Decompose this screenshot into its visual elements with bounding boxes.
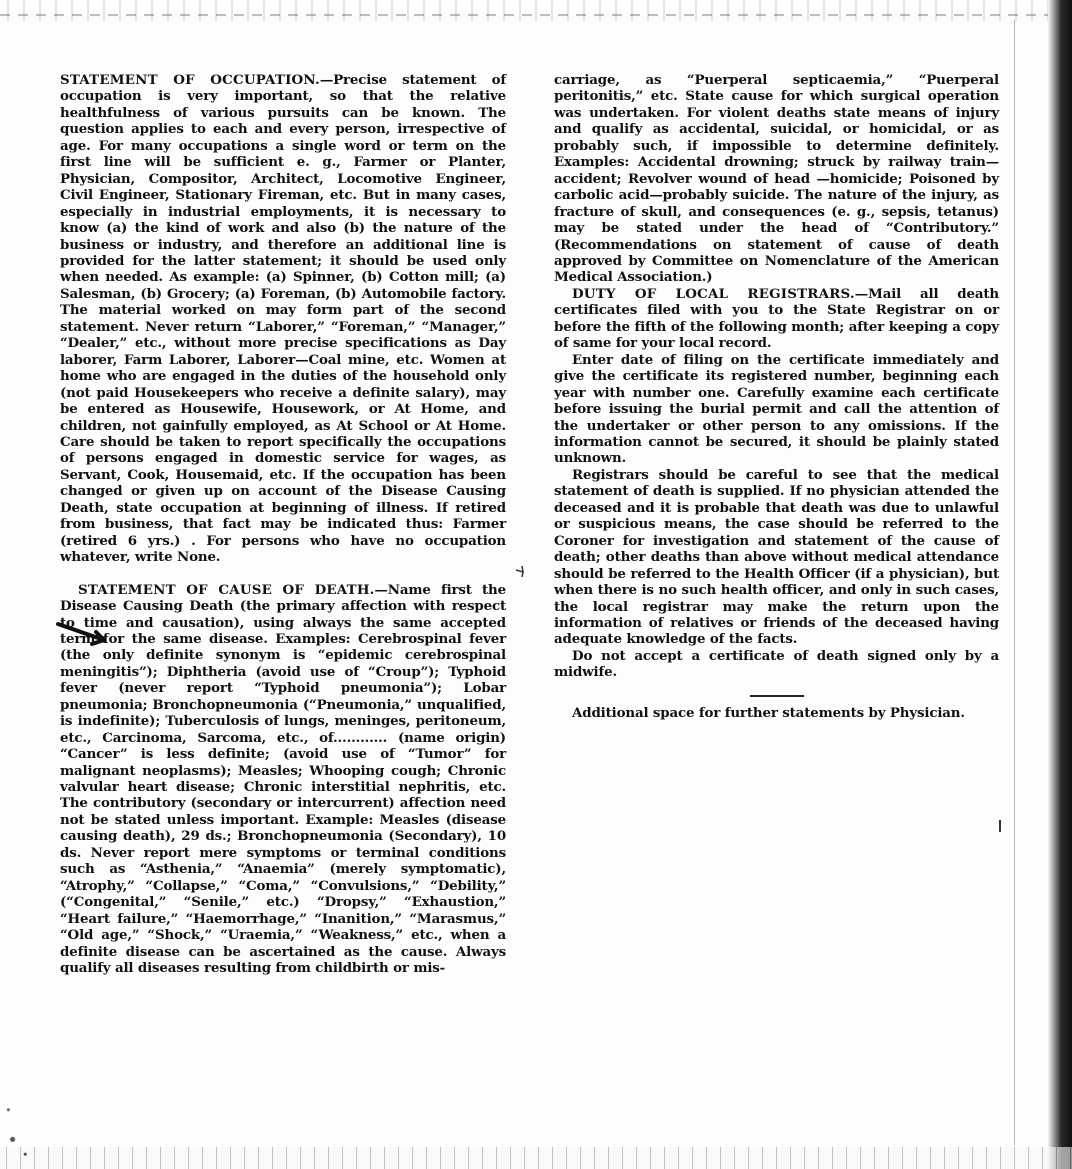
registrars-body: —Mail all death certificates filed with you to the State Registrar on or before the fifth of the following month; after keeping a copy of same for your local record. (554, 285, 1000, 352)
scan-edge-bottom (0, 1147, 1072, 1169)
cause-body: —Name first the Disease Causing Death (the primary affection with respect to time and causation), using always the same accepted term for the same disease. Examples: Cerebrospinal fever (the only definite synonym is “epidemic cerebrospinal meningitis”); Diphtheria (avoid use of “Croup”); Typhoid fever (never report “Typhoid pneumonia”); Lobar pneumonia; Bronchopneumonia (“Pneumonia,” unqualified, is indefinite); Tuberculosis of lungs, meninges, peritoneum, etc., Carcinoma, Sarcoma, etc., of............ (name origin) “Cancer” is less definite; (avoid use of “Tumor” for malignant neoplasms); Measles; Whooping cough; Chronic valvular heart disease; Chronic interstitial nephritis, etc. The contributory (secondary or intercurrent) affection need not be stated unless important. Example: Measles (disease causing death), 29 ds.; Bronchopneumonia (Secondary), 10 ds. Never report mere symptoms or terminal conditions such as “Asthenia,” “Anaemia” (merely symptomatic), “Atrophy,” “Collapse,” “Coma,” “Convulsions,” “Debility,” (“Congenital,” “Senile,” etc.) “Dropsy,” “Exhaustion,” “Heart failure,” “Haemorrhage,” “Inanition,” “Marasmus,” “Old age,” “Shock,” “Uraemia,” “Weakness,” etc., when a definite disease can be ascertained as the cause. Always qualify all diseases resulting from childbirth or mis- (60, 581, 506, 977)
left-column (60, 72, 506, 976)
cause-heading: STATEMENT OF CAUSE OF DEATH. (78, 581, 375, 598)
cause-paragraph (60, 582, 506, 977)
cause-continued: carriage, as “Puerperal septicaemia,” “Puerperal peritonitis,” etc. State cause for which surgical operation was undertaken. For violent deaths state means of injury and qualify as accidental, suicidal, or homicidal, or as probably such, if impossible to determine definitely. Examples: Accidental drowning; struck by railway train—accident; Revolver wound of head —homicide; Poisoned by carbolic acid—probably suicide. The nature of the injury, as fracture of skull, and consequences (e. g., sepsis, tetanus) may be stated under the head of “Contributory.” (Recommendations on statement of cause of death approved by Committee on Nomenclature of the American Medical Association.) (554, 72, 999, 286)
scan-dashed-line (0, 14, 1072, 16)
margin-tick-icon (514, 562, 530, 578)
right-column (554, 72, 999, 721)
hand-drawn-arrow-icon (56, 618, 118, 652)
midwife-paragraph: Do not accept a certificate of death signed only by a midwife. (554, 647, 999, 681)
scan-fold-line (1014, 20, 1015, 1145)
registrars-filing-paragraph: Enter date of filing on the certificate immediately and give the certificate its registered number, beginning each year with number one. Carefully examine each certificate before issuing the burial permit and call the attention of the undertaker or other person to any omissions. If the information cannot be secured, it should be plainly stated unknown. (554, 351, 999, 467)
section-divider (750, 695, 804, 697)
margin-mark (999, 820, 1001, 832)
occupation-paragraph (60, 72, 506, 566)
registrars-paragraph (554, 286, 999, 352)
occupation-body: —Precise statement of occupation is very important, so that the relative healthfulness of various pursuits can be known. The question applies to each and every person, irrespective of age. For many occupations a single word or term on the first line will be sufficient e. g., Farmer or Planter, Physician, Compositor, Architect, Locomotive Engineer, Civil Engineer, Stationary Fireman, etc. But in many cases, especially in industrial employments, it is necessary to know (a) the kind of work and also (b) the nature of the business or industry, and therefore an additional line is provided for the latter statement; it should be used only when needed. As example: (a) Spinner, (b) Cotton mill; (a) Salesman, (b) Grocery; (a) Foreman, (b) Automobile factory. The material worked on may form part of the second statement. Never return “Laborer,” “Foreman,” “Manager,” “Dealer,” etc., without more precise specifications as Day laborer, Farm Laborer, Laborer—Coal mine, etc. Women at home who are engaged in the duties of the household only (not paid Housekeepers who receive a definite salary), may be entered as Housewife, Housework, or At Home, and children, not gainfully employed, as At School or At Home. Care should be taken to report specifically the occupations of persons engaged in domestic service for wages, as Servant, Cook, Housemaid, etc. If the occupation has been changed or given up on account of the Disease Causing Death, state occupation at beginning of illness. If retired from business, that fact may be indicated thus: Farmer (retired 6 yrs.) . For persons who have no occupation whatever, write None. (60, 72, 506, 566)
scan-edge-right (1048, 0, 1072, 1169)
scan-speck (0, 1095, 42, 1169)
scan-edge-top (0, 0, 1072, 22)
registrars-heading: DUTY OF LOCAL REGISTRARS. (572, 285, 855, 302)
registrars-medical-paragraph: Registrars should be careful to see that the medical statement of death is supplied. If no physician attended the deceased and it is probable that death was due to unlawful or suspicious means, the case should be referred to the Coroner for investigation and statement of the cause of death; other deaths than above without medical attendance should be referred to the Health Officer (if a physician), but when there is no such health officer, and only in such cases, the local registrar may make the return upon the information of relatives or friends of the deceased having adequate knowledge of the facts. (554, 466, 999, 648)
occupation-heading: STATEMENT OF OCCUPATION. (60, 72, 320, 88)
additional-space-label: Additional space for further statements by Physician. (572, 704, 965, 721)
